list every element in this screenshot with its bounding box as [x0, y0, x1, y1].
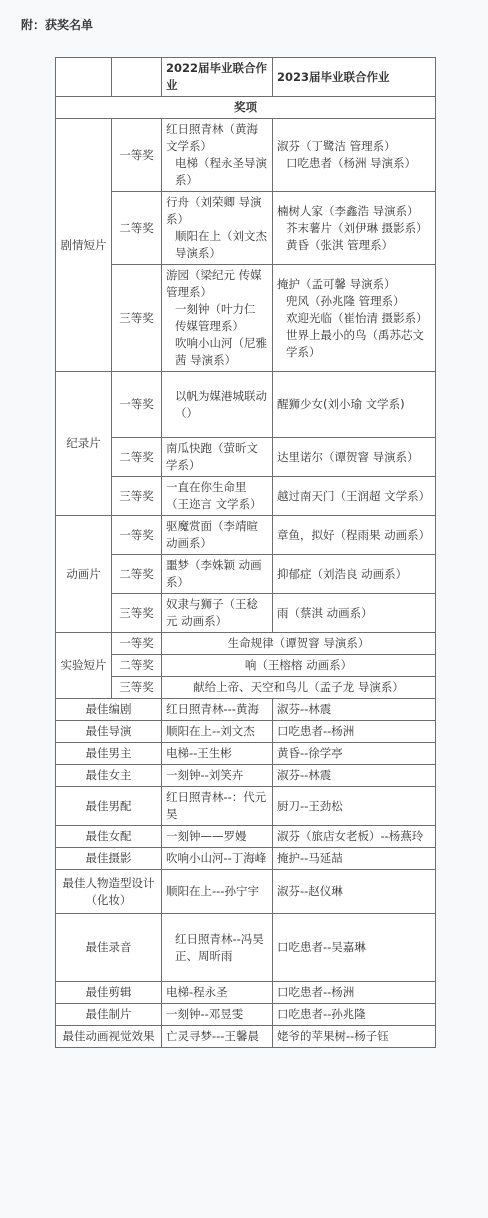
category-drama: 剧情短片: [56, 119, 112, 372]
best-2022: 一刻钟--邓昱雯: [162, 1004, 273, 1026]
entry: 顺阳在上（刘文杰 导演系）: [175, 229, 267, 260]
awards-table: [55, 57, 436, 1048]
tier-third: 三等奖: [112, 677, 162, 699]
best-2023: 淑芬（旅店女老板）--杨燕玲: [273, 826, 436, 848]
category-animation: 动画片: [56, 516, 112, 633]
exp-second-work: 响（王榕榕 动画系）: [162, 655, 436, 677]
best-award-name: 最佳制片: [56, 1004, 162, 1026]
header-2022: 2022届毕业联合作业: [162, 58, 273, 97]
best-award-name: 最佳导演: [56, 721, 162, 743]
best-2023: 姥爷的苹果树--杨子钰: [273, 1026, 436, 1048]
doc-third-row: [56, 477, 436, 516]
anim-second-2023: 抑郁症（刘浩良 动画系）: [273, 555, 436, 594]
best-row: [56, 721, 436, 743]
anim-second-row: [56, 555, 436, 594]
best-award-name: 最佳女配: [56, 826, 162, 848]
drama-second-2023: [273, 192, 436, 265]
doc-third-2023: 越过南天门（王润超 文学系）: [273, 477, 436, 516]
best-2023: 口吃患者--杨洲: [273, 721, 436, 743]
entry: 口吃患者（杨洲 导演系）: [286, 156, 417, 170]
best-2022: 亡灵寻梦---王馨晨: [162, 1026, 273, 1048]
best-2023: 口吃患者--孙兆隆: [273, 1004, 436, 1026]
anim-third-row: [56, 594, 436, 633]
exp-first-row: [56, 633, 436, 655]
drama-third-2023: [273, 265, 436, 372]
best-row: [56, 982, 436, 1004]
doc-first-2022: [162, 372, 273, 438]
best-award-name: 最佳男配: [56, 787, 162, 826]
doc-first-row: [56, 372, 436, 438]
entry: 一刻钟（叶力仁 传媒管理系）: [175, 302, 256, 333]
best-award-name: 最佳人物造型设计（化妆）: [56, 870, 162, 914]
drama-third-row: [56, 265, 436, 372]
entry: 黄昏（张淇 管理系）: [286, 237, 394, 252]
best-row: [56, 743, 436, 765]
tier-first: 一等奖: [112, 516, 162, 555]
best-award-name: 最佳剪辑: [56, 982, 162, 1004]
best-2022: 吹响小山河--丁海峰: [162, 848, 273, 870]
best-2022: 一刻钟--刘笑卉: [162, 765, 273, 787]
doc-second-2023: 达里诺尔（谭贺窨 导演系）: [273, 438, 436, 477]
best-award-name: 最佳录音: [56, 914, 162, 982]
exp-second-row: [56, 655, 436, 677]
entry: 兜风（孙兆隆 管理系）: [286, 293, 405, 308]
category-documentary: 纪录片: [56, 372, 112, 516]
best-row: [56, 1004, 436, 1026]
best-award-name: 最佳动画视觉效果: [56, 1026, 162, 1048]
best-2023: 口吃患者--杨洲: [273, 982, 436, 1004]
category-experimental: 实验短片: [56, 633, 112, 699]
best-2022: 电梯-程永圣: [162, 982, 273, 1004]
best-row: [56, 870, 436, 914]
best-2022: 红日照青林---黄海: [162, 699, 273, 721]
tier-first: 一等奖: [112, 372, 162, 438]
entry: 吹响小山河（尼雅茜 导演系）: [175, 336, 267, 367]
best-2023: 厨刀--王劲松: [273, 787, 436, 826]
best-2022: 红日照青林--：代元昊: [162, 787, 273, 826]
best-2023: 口吃患者--吴嘉琳: [273, 914, 436, 982]
awards-label: 奖项: [56, 97, 436, 119]
tier-third: 三等奖: [112, 477, 162, 516]
entry: 行舟（刘荣卿 导演系）: [166, 195, 262, 226]
best-2023: 淑芬--林震: [273, 765, 436, 787]
tier-second: 二等奖: [112, 192, 162, 265]
best-2023: 淑芬--林震: [273, 699, 436, 721]
best-row: [56, 848, 436, 870]
entry: 淑芬（丁鹭洁 管理系）: [277, 139, 396, 153]
best-2023: 黄昏--徐学亭: [273, 743, 436, 765]
drama-second-2022: [162, 192, 273, 265]
drama-first-2022: [162, 119, 273, 192]
doc-second-2022: 南瓜快跑（萤昕文学系）: [162, 438, 273, 477]
drama-first-row: [56, 119, 436, 192]
exp-third-work: 献给上帝、天空和鸟儿（孟子龙 导演系）: [162, 677, 436, 699]
awards-label-row: [56, 97, 436, 119]
exp-first-work: 生命规律（谭贺窨 导演系）: [162, 633, 436, 655]
best-2023: 淑芬--赵仪琳: [273, 870, 436, 914]
anim-third-2022: 奴隶与狮子（王稔元 动画系）: [162, 594, 273, 633]
best-row: [56, 787, 436, 826]
best-award-name: 最佳男主: [56, 743, 162, 765]
entry: 游园（梁纪元 传媒管理系）: [166, 268, 262, 299]
tier-first: 一等奖: [112, 119, 162, 192]
best-2022: 一刻钟——罗嫚: [162, 826, 273, 848]
tier-first: 一等奖: [112, 633, 162, 655]
best-2022: 电梯--王生彬: [162, 743, 273, 765]
best-award-name: 最佳女主: [56, 765, 162, 787]
entry: 掩护（孟可馨 导演系）: [277, 276, 396, 291]
anim-third-2023: 雨（蔡淇 动画系）: [273, 594, 436, 633]
doc-third-2022: 一直在你生命里（王迩言 文学系）: [162, 477, 273, 516]
tier-second: 二等奖: [112, 438, 162, 477]
drama-third-2022: [162, 265, 273, 372]
entry: 欢迎光临（崔怡清 摄影系）: [286, 310, 428, 325]
anim-first-row: [56, 516, 436, 555]
best-row: [56, 765, 436, 787]
tier-third: 三等奖: [112, 594, 162, 633]
header-2023: 2023届毕业联合作业: [273, 58, 436, 97]
doc-first-2023: 醒狮少女(刘小瑜 文学系): [273, 372, 436, 438]
best-row: [56, 826, 436, 848]
best-row: [56, 1026, 436, 1048]
best-2022: 顺阳在上---孙宁宇: [162, 870, 273, 914]
header-row: [56, 58, 436, 97]
best-2022: 顺阳在上--刘文杰: [162, 721, 273, 743]
drama-second-row: [56, 192, 436, 265]
best-row: [56, 699, 436, 721]
doc-second-row: [56, 438, 436, 477]
best-row: [56, 914, 436, 982]
entry: 红日照青林（黄海文学系）: [166, 122, 258, 153]
tier-second: 二等奖: [112, 555, 162, 594]
entry: 世界上最小的鸟（禹苏芯文学系）: [286, 327, 424, 359]
entry: 楠树人家（李鑫浩 导演系）: [277, 203, 419, 218]
best-2022: [162, 914, 273, 982]
best-award-name: 最佳摄影: [56, 848, 162, 870]
anim-first-2023: 章鱼，拟好（程雨果 动画系）: [273, 516, 436, 555]
drama-first-2023: [273, 119, 436, 192]
anim-first-2022: 驱魔赏面（李靖暄动画系）: [162, 516, 273, 555]
anim-second-2022: 噩梦（李姝颖 动画系）: [162, 555, 273, 594]
exp-third-row: [56, 677, 436, 699]
entry: 电梯（程永圣导演系）: [175, 156, 267, 187]
entry: 芥末薯片（刘伊琳 摄影系）: [286, 220, 428, 235]
entry: 以帆为媒港城联动（）: [175, 388, 267, 420]
blank-cell: [56, 58, 112, 97]
blank-cell: [112, 58, 162, 97]
tier-second: 二等奖: [112, 655, 162, 677]
entry: 红日照青林--冯昊正、周昕雨: [175, 931, 264, 963]
tier-third: 三等奖: [112, 265, 162, 372]
best-2023: 掩护--马延喆: [273, 848, 436, 870]
best-award-name: 最佳编剧: [56, 699, 162, 721]
heading: 附：获奖名单: [21, 18, 94, 32]
